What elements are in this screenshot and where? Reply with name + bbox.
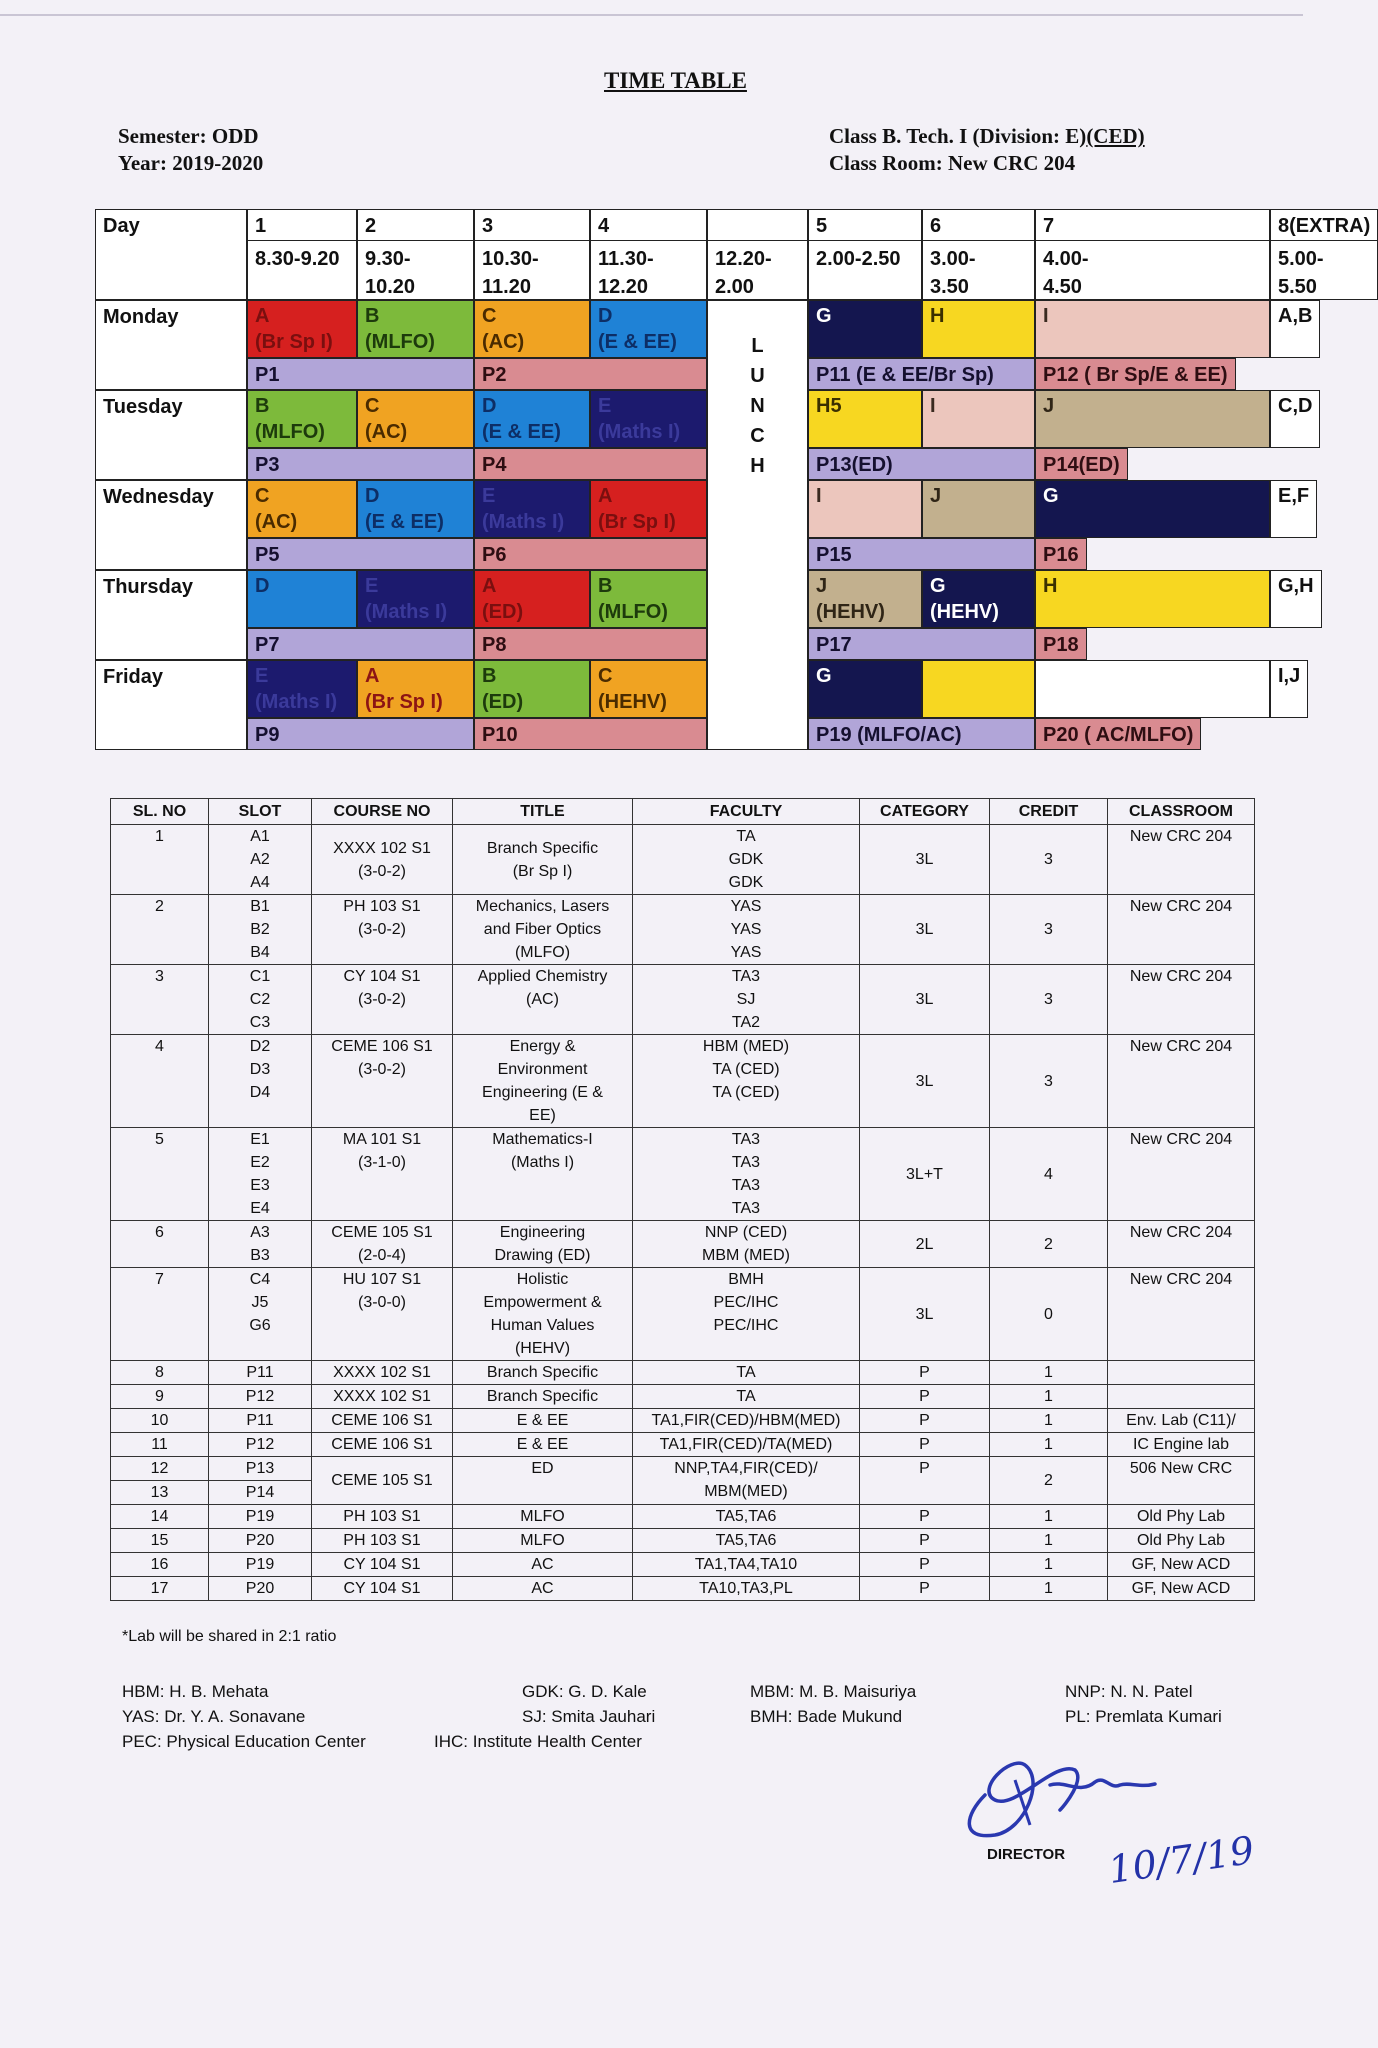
course-cell-faculty: TA5,TA6 bbox=[633, 1505, 860, 1529]
course-cell-course: CY 104 S1 bbox=[312, 1577, 453, 1601]
period-header bbox=[707, 209, 808, 300]
abbreviation-entry: PEC: Physical Education Center bbox=[122, 1732, 366, 1751]
course-cell-room: Env. Lab (C11)/ bbox=[1108, 1409, 1255, 1433]
lab-share-note: *Lab will be shared in 2:1 ratio bbox=[122, 1628, 337, 1645]
course-cell-sl: 10 bbox=[111, 1409, 209, 1433]
course-cell-category: P bbox=[860, 1409, 990, 1433]
course-cell-title: Mechanics, Lasers and Fiber Optics (MLFO) bbox=[453, 895, 633, 965]
period-time: 10.30- 11.20 bbox=[482, 248, 539, 298]
abbreviation-entry: MBM: M. B. Maisuriya bbox=[750, 1682, 917, 1701]
course-row bbox=[111, 1128, 1255, 1221]
period-number: 8(EXTRA) bbox=[1271, 212, 1377, 241]
course-cell-title: E & EE bbox=[453, 1409, 633, 1433]
lab-slot-bar: P16 bbox=[1035, 538, 1087, 570]
course-cell-sl: 17 bbox=[111, 1577, 209, 1601]
course-cell-slot: A3 B3 bbox=[209, 1221, 312, 1268]
course-cell-slot: D2 D3 D4 bbox=[209, 1035, 312, 1128]
slot-cell: J bbox=[922, 480, 1035, 538]
course-row bbox=[111, 1361, 1255, 1385]
lab-slot-bar: P5 bbox=[247, 538, 474, 570]
column-header: COURSE NO bbox=[312, 799, 453, 825]
course-cell-course: CEME 105 S1 (2-0-4) bbox=[312, 1221, 453, 1268]
course-cell-faculty: NNP (CED) MBM (MED) bbox=[633, 1221, 860, 1268]
course-cell-room: New CRC 204 bbox=[1108, 1035, 1255, 1128]
slot-cell: E (Maths I) bbox=[474, 480, 590, 538]
course-cell-slot: C4 J5 G6 bbox=[209, 1268, 312, 1361]
course-cell-credit: 2 bbox=[990, 1457, 1108, 1505]
slot-cell: D (E & EE) bbox=[474, 390, 590, 448]
period-header bbox=[1035, 209, 1270, 300]
course-cell-slot: B1 B2 B4 bbox=[209, 895, 312, 965]
course-cell-title: Energy & Environment Engineering (E & EE) bbox=[453, 1035, 633, 1128]
course-cell-title: MLFO bbox=[453, 1505, 633, 1529]
course-cell-faculty: TA3 TA3 TA3 TA3 bbox=[633, 1128, 860, 1221]
slot-cell: G bbox=[808, 300, 922, 358]
course-cell-course: PH 103 S1 bbox=[312, 1505, 453, 1529]
lunch-column: L U N C H bbox=[707, 300, 808, 750]
lab-slot-bar: P2 bbox=[474, 358, 707, 390]
course-cell-sl: 2 bbox=[111, 895, 209, 965]
course-cell-course: CEME 106 S1 bbox=[312, 1433, 453, 1457]
course-cell-title: MLFO bbox=[453, 1529, 633, 1553]
lab-slot-bar: P17 bbox=[808, 628, 1035, 660]
slot-cell: D bbox=[247, 570, 357, 628]
course-cell-slot: E1 E2 E3 E4 bbox=[209, 1128, 312, 1221]
course-cell-title: Branch Specific bbox=[453, 1361, 633, 1385]
course-row bbox=[111, 1268, 1255, 1361]
period-time: 8.30-9.20 bbox=[255, 248, 340, 270]
class-label bbox=[829, 123, 1145, 150]
classroom-label: Class Room: New CRC 204 bbox=[829, 151, 1076, 175]
course-cell-category: P bbox=[860, 1577, 990, 1601]
slot-cell: B (MLFO) bbox=[357, 300, 474, 358]
course-cell-course: CEME 106 S1 bbox=[312, 1409, 453, 1433]
course-cell-room: Old Phy Lab bbox=[1108, 1529, 1255, 1553]
slot-cell: A (ED) bbox=[474, 570, 590, 628]
course-cell-slot: P12 bbox=[209, 1385, 312, 1409]
course-cell-category: P bbox=[860, 1457, 990, 1505]
course-cell-credit: 1 bbox=[990, 1529, 1108, 1553]
slot-cell: J bbox=[1035, 390, 1270, 448]
course-cell-slot: C1 C2 C3 bbox=[209, 965, 312, 1035]
course-cell-room: New CRC 204 bbox=[1108, 1128, 1255, 1221]
course-row bbox=[111, 1433, 1255, 1457]
course-cell-sl: 11 bbox=[111, 1433, 209, 1457]
lab-slot-bar: P12 ( Br Sp/E & EE) bbox=[1035, 358, 1236, 390]
lab-slot-bar: P11 (E & EE/Br Sp) bbox=[808, 358, 1035, 390]
lab-slot-bar: P6 bbox=[474, 538, 707, 570]
semester-label: Semester: ODD bbox=[118, 124, 259, 148]
course-cell-sl: 3 bbox=[111, 965, 209, 1035]
period-time: 5.00- 5.50 bbox=[1278, 248, 1324, 298]
slot-cell: G bbox=[808, 660, 922, 718]
lab-slot-bar: P18 bbox=[1035, 628, 1087, 660]
course-cell-room: New CRC 204 bbox=[1108, 825, 1255, 895]
course-cell-faculty: TA GDK GDK bbox=[633, 825, 860, 895]
slot-cell: H5 bbox=[808, 390, 922, 448]
course-cell-credit: 3 bbox=[990, 825, 1108, 895]
slot-cell bbox=[922, 660, 1035, 718]
lab-slot-bar: P10 bbox=[474, 718, 707, 750]
day-name-monday: Monday bbox=[95, 300, 247, 390]
course-cell-faculty: TA bbox=[633, 1385, 860, 1409]
slot-cell: A (Br Sp I) bbox=[357, 660, 474, 718]
course-cell-category: P bbox=[860, 1361, 990, 1385]
abbreviation-entry: GDK: G. D. Kale bbox=[522, 1682, 647, 1701]
course-cell-credit: 1 bbox=[990, 1553, 1108, 1577]
course-cell-faculty: TA3 SJ TA2 bbox=[633, 965, 860, 1035]
period-time: 3.00- 3.50 bbox=[930, 248, 976, 298]
timetable-grid bbox=[95, 209, 1371, 746]
course-cell-course: CEME 106 S1 (3-0-2) bbox=[312, 1035, 453, 1128]
slot-cell: A (Br Sp I) bbox=[590, 480, 707, 538]
course-cell-sl: 6 bbox=[111, 1221, 209, 1268]
period-number: 5 bbox=[809, 212, 921, 241]
course-cell-title: AC bbox=[453, 1553, 633, 1577]
day-name-wednesday: Wednesday bbox=[95, 480, 247, 570]
slot-cell: C (HEHV) bbox=[590, 660, 707, 718]
course-cell-category: P bbox=[860, 1433, 990, 1457]
course-cell-course: PH 103 S1 bbox=[312, 1529, 453, 1553]
period-time: 9.30- 10.20 bbox=[365, 248, 416, 298]
slot-cell: E,F bbox=[1270, 480, 1317, 538]
course-cell-course: PH 103 S1 (3-0-2) bbox=[312, 895, 453, 965]
course-cell-title: Applied Chemistry (AC) bbox=[453, 965, 633, 1035]
lab-slot-bar: P7 bbox=[247, 628, 474, 660]
course-row bbox=[111, 825, 1255, 895]
course-row bbox=[111, 965, 1255, 1035]
course-cell-credit: 1 bbox=[990, 1577, 1108, 1601]
course-cell-title: Engineering Drawing (ED) bbox=[453, 1221, 633, 1268]
course-cell-category: 3L bbox=[860, 825, 990, 895]
slot-cell: H bbox=[1035, 570, 1270, 628]
course-cell-course: XXXX 102 S1 bbox=[312, 1361, 453, 1385]
course-table-header bbox=[111, 799, 1255, 825]
course-cell-category: 3L+T bbox=[860, 1128, 990, 1221]
slot-cell: A (Br Sp I) bbox=[247, 300, 357, 358]
course-cell-sl: 14 bbox=[111, 1505, 209, 1529]
course-cell-category: 3L bbox=[860, 1268, 990, 1361]
lab-slot-bar: P14(ED) bbox=[1035, 448, 1128, 480]
slot-cell: G (HEHV) bbox=[922, 570, 1035, 628]
course-cell-course: XXXX 102 S1 (3-0-2) bbox=[312, 825, 453, 895]
slot-cell: D (E & EE) bbox=[590, 300, 707, 358]
day-name-tuesday: Tuesday bbox=[95, 390, 247, 480]
course-cell-sl: 5 bbox=[111, 1128, 209, 1221]
abbreviation-entry: HBM: H. B. Mehata bbox=[122, 1682, 269, 1701]
abbreviation-entry: SJ: Smita Jauhari bbox=[522, 1707, 656, 1726]
period-header bbox=[922, 209, 1035, 300]
day-name-friday: Friday bbox=[95, 660, 247, 750]
lab-slot-bar: P8 bbox=[474, 628, 707, 660]
column-header: CREDIT bbox=[990, 799, 1108, 825]
course-cell-slot: A1 A2 A4 bbox=[209, 825, 312, 895]
slot-cell: E (Maths I) bbox=[357, 570, 474, 628]
slot-cell: C (AC) bbox=[474, 300, 590, 358]
course-cell-credit: 3 bbox=[990, 895, 1108, 965]
course-cell-slot: P12 bbox=[209, 1433, 312, 1457]
column-header: SLOT bbox=[209, 799, 312, 825]
lab-slot-bar: P1 bbox=[247, 358, 474, 390]
column-header: FACULTY bbox=[633, 799, 860, 825]
course-row bbox=[111, 1385, 1255, 1409]
course-row bbox=[111, 895, 1255, 965]
course-row bbox=[111, 1409, 1255, 1433]
course-cell-category: 2L bbox=[860, 1221, 990, 1268]
course-cell-category: P bbox=[860, 1385, 990, 1409]
course-cell-sl2: 13 bbox=[111, 1481, 209, 1505]
day-label: Day bbox=[103, 215, 140, 237]
course-cell-course: CEME 105 S1 bbox=[312, 1457, 453, 1505]
class-prefix: Class B. Tech. I (Division: E) bbox=[829, 124, 1087, 148]
period-time: 12.20- 2.00 bbox=[715, 248, 772, 298]
slot-cell: C (AC) bbox=[247, 480, 357, 538]
course-cell-credit: 1 bbox=[990, 1433, 1108, 1457]
period-header bbox=[808, 209, 922, 300]
director-label: DIRECTOR bbox=[987, 1846, 1066, 1863]
column-header: TITLE bbox=[453, 799, 633, 825]
course-cell-category: P bbox=[860, 1505, 990, 1529]
course-cell-room: GF, New ACD bbox=[1108, 1577, 1255, 1601]
period-number: 3 bbox=[475, 212, 589, 241]
course-cell-credit: 3 bbox=[990, 965, 1108, 1035]
course-cell-room: GF, New ACD bbox=[1108, 1553, 1255, 1577]
course-cell-title: E & EE bbox=[453, 1433, 633, 1457]
course-cell-title: Branch Specific (Br Sp I) bbox=[453, 825, 633, 895]
abbreviation-entry: PL: Premlata Kumari bbox=[1065, 1707, 1222, 1726]
class-dept: (CED) bbox=[1086, 124, 1145, 148]
period-header bbox=[590, 209, 707, 300]
course-cell-sl: 1 bbox=[111, 825, 209, 895]
course-cell-title: Mathematics-I (Maths I) bbox=[453, 1128, 633, 1221]
column-header: SL. NO bbox=[111, 799, 209, 825]
day-name-thursday: Thursday bbox=[95, 570, 247, 660]
day-column-header bbox=[95, 209, 247, 300]
course-cell-category: P bbox=[860, 1553, 990, 1577]
course-cell-faculty: TA1,FIR(CED)/TA(MED) bbox=[633, 1433, 860, 1457]
course-cell-slot: P11 bbox=[209, 1361, 312, 1385]
course-cell-faculty: TA1,FIR(CED)/HBM(MED) bbox=[633, 1409, 860, 1433]
period-number: 6 bbox=[923, 212, 1034, 241]
slot-cell: E (Maths I) bbox=[247, 660, 357, 718]
course-cell-title: Branch Specific bbox=[453, 1385, 633, 1409]
course-cell-faculty: BMH PEC/IHC PEC/IHC bbox=[633, 1268, 860, 1361]
course-cell-slot: P20 bbox=[209, 1529, 312, 1553]
slot-cell: D (E & EE) bbox=[357, 480, 474, 538]
page-title: TIME TABLE bbox=[604, 68, 747, 93]
course-row bbox=[111, 1577, 1255, 1601]
course-cell-title: ED bbox=[453, 1457, 633, 1505]
course-cell-credit: 1 bbox=[990, 1361, 1108, 1385]
course-cell-sl: 16 bbox=[111, 1553, 209, 1577]
lab-slot-bar: P9 bbox=[247, 718, 474, 750]
slot-cell: B (MLFO) bbox=[247, 390, 357, 448]
period-header bbox=[474, 209, 590, 300]
period-header bbox=[1270, 209, 1378, 300]
course-cell-course: HU 107 S1 (3-0-0) bbox=[312, 1268, 453, 1361]
lab-slot-bar: P15 bbox=[808, 538, 1035, 570]
abbreviation-entry: NNP: N. N. Patel bbox=[1065, 1682, 1193, 1701]
course-cell-credit: 0 bbox=[990, 1268, 1108, 1361]
course-cell-course: CY 104 S1 bbox=[312, 1553, 453, 1577]
course-row bbox=[111, 1221, 1255, 1268]
period-time: 2.00-2.50 bbox=[816, 248, 901, 270]
abbreviation-entry: IHC: Institute Health Center bbox=[434, 1732, 642, 1751]
course-cell-room: IC Engine lab bbox=[1108, 1433, 1255, 1457]
course-row bbox=[111, 1457, 1255, 1481]
course-cell-course: MA 101 S1 (3-1-0) bbox=[312, 1128, 453, 1221]
lab-slot-bar: P4 bbox=[474, 448, 707, 480]
period-time: 4.00- 4.50 bbox=[1043, 248, 1089, 298]
course-cell-sl: 12 bbox=[111, 1457, 209, 1481]
course-cell-slot: P20 bbox=[209, 1577, 312, 1601]
course-row bbox=[111, 1553, 1255, 1577]
course-cell-sl: 8 bbox=[111, 1361, 209, 1385]
course-cell-credit: 2 bbox=[990, 1221, 1108, 1268]
period-header bbox=[247, 209, 357, 300]
period-time: 11.30- 12.20 bbox=[598, 248, 654, 298]
lab-slot-bar: P20 ( AC/MLFO) bbox=[1035, 718, 1201, 750]
period-number: 4 bbox=[591, 212, 706, 241]
course-cell-sl: 15 bbox=[111, 1529, 209, 1553]
abbreviation-entry: BMH: Bade Mukund bbox=[750, 1707, 903, 1726]
course-cell-category: 3L bbox=[860, 895, 990, 965]
course-cell-sl: 7 bbox=[111, 1268, 209, 1361]
course-cell-credit: 3 bbox=[990, 1035, 1108, 1128]
course-cell-credit: 1 bbox=[990, 1409, 1108, 1433]
course-cell-credit: 1 bbox=[990, 1505, 1108, 1529]
period-number: 7 bbox=[1036, 212, 1269, 241]
abbreviation-entry: YAS: Dr. Y. A. Sonavane bbox=[122, 1707, 306, 1726]
course-cell-room: Old Phy Lab bbox=[1108, 1505, 1255, 1529]
lab-slot-bar: P13(ED) bbox=[808, 448, 1035, 480]
course-cell-room: New CRC 204 bbox=[1108, 965, 1255, 1035]
course-cell-faculty: HBM (MED) TA (CED) TA (CED) bbox=[633, 1035, 860, 1128]
slot-cell bbox=[1035, 660, 1270, 718]
slot-cell: C (AC) bbox=[357, 390, 474, 448]
course-cell-faculty: TA10,TA3,PL bbox=[633, 1577, 860, 1601]
course-cell-category: 3L bbox=[860, 965, 990, 1035]
course-cell-faculty: YAS YAS YAS bbox=[633, 895, 860, 965]
course-cell-course: XXXX 102 S1 bbox=[312, 1385, 453, 1409]
course-cell-slot: P19 bbox=[209, 1505, 312, 1529]
slot-cell: B (ED) bbox=[474, 660, 590, 718]
course-cell-sl: 4 bbox=[111, 1035, 209, 1128]
slot-cell: I bbox=[808, 480, 922, 538]
period-number: 2 bbox=[358, 212, 473, 241]
period-header bbox=[357, 209, 474, 300]
course-cell-category: 3L bbox=[860, 1035, 990, 1128]
course-cell-room: New CRC 204 bbox=[1108, 1221, 1255, 1268]
lab-slot-bar: P19 (MLFO/AC) bbox=[808, 718, 1035, 750]
course-cell-course: CY 104 S1 (3-0-2) bbox=[312, 965, 453, 1035]
period-number: 1 bbox=[248, 212, 356, 241]
director-signature bbox=[955, 1740, 1175, 1850]
course-cell-category: P bbox=[860, 1529, 990, 1553]
course-row bbox=[111, 1505, 1255, 1529]
course-cell-title: AC bbox=[453, 1577, 633, 1601]
course-cell-room: New CRC 204 bbox=[1108, 895, 1255, 965]
course-cell-slot: P11 bbox=[209, 1409, 312, 1433]
slot-cell: G bbox=[1035, 480, 1270, 538]
period-number bbox=[708, 212, 807, 241]
slot-cell: A,B bbox=[1270, 300, 1320, 358]
course-cell-faculty: TA5,TA6 bbox=[633, 1529, 860, 1553]
slot-cell: G,H bbox=[1270, 570, 1322, 628]
top-rule bbox=[0, 14, 1303, 16]
course-table bbox=[110, 798, 1255, 1601]
slot-cell: B (MLFO) bbox=[590, 570, 707, 628]
slot-cell: I bbox=[922, 390, 1035, 448]
year-label: Year: 2019-2020 bbox=[118, 151, 264, 175]
course-cell-faculty: TA1,TA4,TA10 bbox=[633, 1553, 860, 1577]
lab-slot-bar: P3 bbox=[247, 448, 474, 480]
slot-cell: I,J bbox=[1270, 660, 1308, 718]
course-cell-slot: P19 bbox=[209, 1553, 312, 1577]
course-row bbox=[111, 1529, 1255, 1553]
course-cell-room: New CRC 204 bbox=[1108, 1268, 1255, 1361]
course-cell-sl: 9 bbox=[111, 1385, 209, 1409]
course-cell-slot: P13 bbox=[209, 1457, 312, 1481]
course-cell-credit: 4 bbox=[990, 1128, 1108, 1221]
course-cell-credit: 1 bbox=[990, 1385, 1108, 1409]
signature-date: 10/7/19 bbox=[1105, 1828, 1257, 1892]
course-cell-faculty: NNP,TA4,FIR(CED)/ MBM(MED) bbox=[633, 1457, 860, 1505]
slot-cell: C,D bbox=[1270, 390, 1320, 448]
course-cell-room bbox=[1108, 1361, 1255, 1385]
course-row bbox=[111, 1035, 1255, 1128]
slot-cell: H bbox=[922, 300, 1035, 358]
column-header: CATEGORY bbox=[860, 799, 990, 825]
course-cell-room bbox=[1108, 1385, 1255, 1409]
course-cell-room: 506 New CRC bbox=[1108, 1457, 1255, 1505]
slot-cell: I bbox=[1035, 300, 1270, 358]
course-cell-faculty: TA bbox=[633, 1361, 860, 1385]
slot-cell: E (Maths I) bbox=[590, 390, 707, 448]
slot-cell: J (HEHV) bbox=[808, 570, 922, 628]
course-cell-title: Holistic Empowerment & Human Values (HEHV) bbox=[453, 1268, 633, 1361]
course-cell-slot2: P14 bbox=[209, 1481, 312, 1505]
column-header: CLASSROOM bbox=[1108, 799, 1255, 825]
